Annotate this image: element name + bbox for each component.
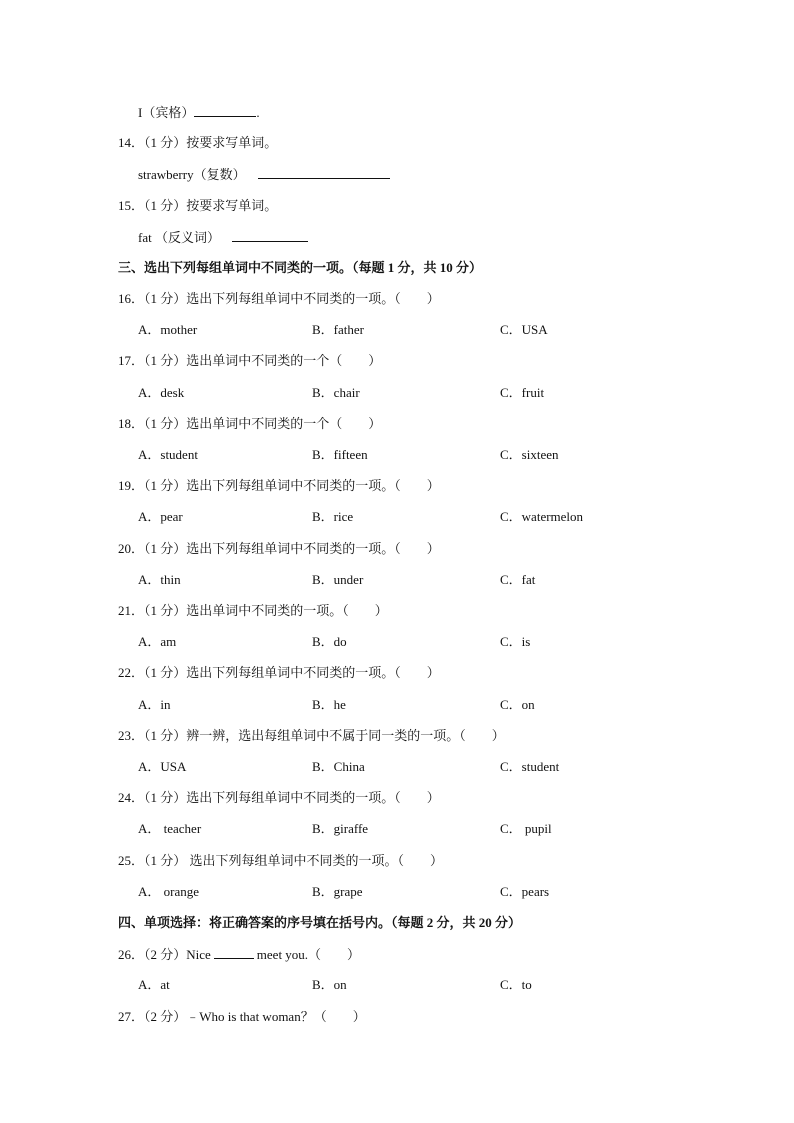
- option-a[interactable]: A．thin: [138, 572, 181, 587]
- option-a[interactable]: A．desk: [138, 385, 185, 400]
- q15-item: [138, 229, 308, 246]
- option-a[interactable]: A．at: [138, 977, 170, 992]
- option-b[interactable]: B．giraffe: [312, 821, 369, 836]
- question-stem: 20．（1 分）选出下列每组单词中不同类的一项。（ ）: [118, 541, 440, 556]
- section-3-heading: 三、选出下列每组单词中不同类的一项。（每题 1 分，共 10 分）: [118, 260, 483, 275]
- option-b[interactable]: B．fifteen: [312, 447, 368, 462]
- q13-item: [138, 104, 260, 121]
- question-stem: 27．（2 分）﹣Who is that woman？（ ）: [118, 1009, 366, 1024]
- option-b[interactable]: B．China: [312, 759, 365, 774]
- q14-word: strawberry（复数）: [138, 167, 246, 182]
- question-stem: 25．（1 分） 选出下列每组单词中不同类的一项。（ ）: [118, 853, 444, 868]
- question-stem: 21．（1 分）选出单词中不同类的一项。（ ）: [118, 603, 388, 618]
- option-a[interactable]: A．student: [138, 447, 198, 462]
- question-stem: 19．（1 分）选出下列每组单词中不同类的一项。（ ）: [118, 478, 440, 493]
- option-b[interactable]: B．grape: [312, 884, 363, 899]
- question-stem: 16．（1 分）选出下列每组单词中不同类的一项。（ ）: [118, 291, 440, 306]
- option-c[interactable]: C．sixteen: [500, 447, 559, 462]
- option-c[interactable]: C．watermelon: [500, 509, 584, 524]
- answer-blank[interactable]: [214, 946, 254, 959]
- option-a[interactable]: A．in: [138, 697, 171, 712]
- option-a[interactable]: A． teacher: [138, 821, 202, 836]
- section-4-heading: 四、单项选择：将正确答案的序号填在括号内。（每题 2 分，共 20 分）: [118, 915, 522, 930]
- q15-word: fat （反义词）: [138, 230, 220, 245]
- option-b[interactable]: B．under: [312, 572, 364, 587]
- q14-stem: 14．（1 分）按要求写单词。: [118, 135, 278, 150]
- option-c[interactable]: C．on: [500, 697, 535, 712]
- option-b[interactable]: B．do: [312, 634, 347, 649]
- question-stem: 22．（1 分）选出下列每组单词中不同类的一项。（ ）: [118, 665, 440, 680]
- q13-period: .: [256, 105, 260, 120]
- option-c[interactable]: C． pupil: [500, 821, 552, 836]
- option-a[interactable]: A．pear: [138, 509, 183, 524]
- answer-blank[interactable]: [258, 166, 390, 179]
- option-b[interactable]: B．chair: [312, 385, 360, 400]
- option-a[interactable]: A．am: [138, 634, 177, 649]
- option-b[interactable]: B．he: [312, 697, 346, 712]
- option-c[interactable]: C．fat: [500, 572, 536, 587]
- answer-blank[interactable]: [194, 104, 256, 117]
- q26-stem-end: meet you.（ ）: [256, 947, 361, 962]
- q13-word: I（宾格）: [138, 105, 195, 120]
- question-stem: 17．（1 分）选出单词中不同类的一个（ ）: [118, 353, 382, 368]
- question-stem: 23．（1 分）辨一辨，选出每组单词中不属于同一类的一项。（ ）: [118, 728, 505, 743]
- option-c[interactable]: C．fruit: [500, 385, 545, 400]
- question-stem: [118, 946, 360, 963]
- option-c[interactable]: C．is: [500, 634, 531, 649]
- option-a[interactable]: A． orange: [138, 884, 200, 899]
- option-c[interactable]: C．USA: [500, 322, 548, 337]
- option-b[interactable]: B．father: [312, 322, 364, 337]
- option-c[interactable]: C．to: [500, 977, 532, 992]
- question-stem: 18．（1 分）选出单词中不同类的一个（ ）: [118, 416, 382, 431]
- option-b[interactable]: B．on: [312, 977, 347, 992]
- option-c[interactable]: C．pears: [500, 884, 550, 899]
- q26-stem-start: 26．（2 分）Nice: [118, 947, 211, 962]
- answer-blank[interactable]: [232, 229, 308, 242]
- q14-item: [138, 166, 390, 183]
- question-stem: 24．（1 分）选出下列每组单词中不同类的一项。（ ）: [118, 790, 440, 805]
- option-a[interactable]: A．mother: [138, 322, 198, 337]
- option-a[interactable]: A．USA: [138, 759, 187, 774]
- q15-stem: 15．（1 分）按要求写单词。: [118, 198, 278, 213]
- option-b[interactable]: B．rice: [312, 509, 354, 524]
- option-c[interactable]: C．student: [500, 759, 560, 774]
